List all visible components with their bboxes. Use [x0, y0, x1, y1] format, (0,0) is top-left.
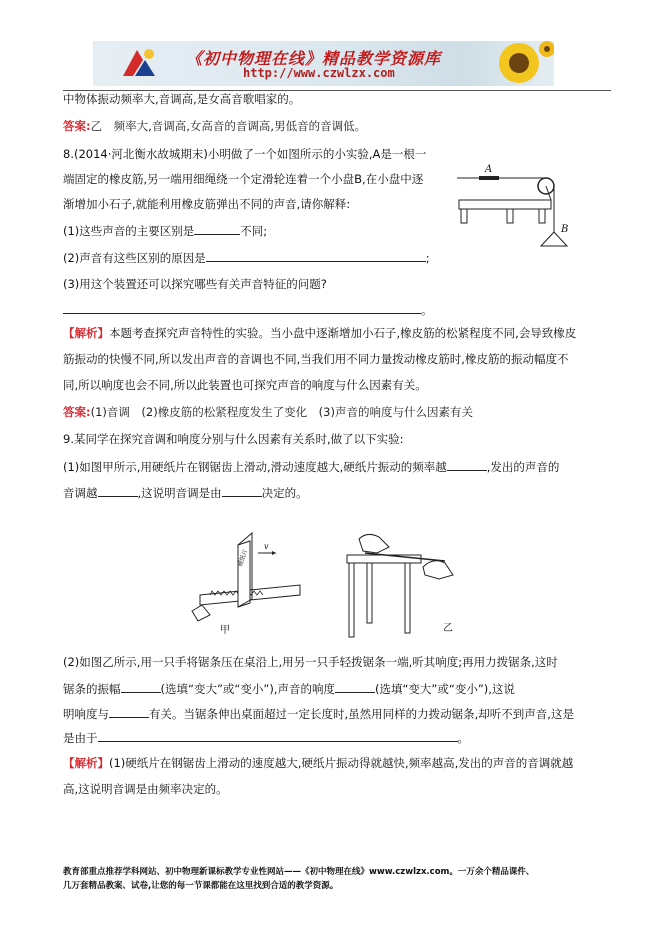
q8-part-3-answer: 。 — [63, 301, 433, 318]
analysis-9-line-1: 【解析】(1)硬纸片在钢锯齿上滑动的速度越大,硬纸片振动得就越快,频率越高,发出的声音的音调就越 — [63, 756, 574, 770]
analysis-8-line-3: 同,所以响度也会不同,所以此装置也可探究声音的响度与什么因素有关。 — [63, 378, 427, 392]
q9-line-6: 明响度与 有关。当锯条伸出桌面超过一定长度时,虽然用同样的力拨动锯条,却听不到声音,这是 — [63, 707, 574, 721]
q9-line-1: 9.某同学在探究音调和响度分别与什么因素有关系时,做了以下实验: — [63, 432, 404, 446]
header-rule — [63, 90, 611, 91]
label-v: v — [264, 542, 269, 551]
answer-label: 答案: — [63, 119, 91, 133]
analysis-9-line-2: 高,这说明音调是由频率决定的。 — [63, 782, 228, 796]
blank — [121, 680, 161, 693]
q8-line-3: 渐增加小石子,就能利用橡皮筋弹出不同的声音,请你解释: — [63, 197, 351, 211]
answer-8 — [63, 405, 473, 420]
analysis-8-line-2: 筋振动的快慢不同,所以发出声音的音调也不同,当我们用不同力量拨动橡皮筋时,橡皮筋的振动幅度不 — [63, 352, 569, 366]
q9-line-2: (1)如图甲所示,用硬纸片在钢锯齿上滑动,滑动速度越大,硬纸片振动的频率越 ,发出的声音的 — [63, 460, 560, 474]
q9-line-3: 音调越 ,这说明音调是由 决定的。 — [63, 486, 308, 500]
hand-icon — [359, 534, 389, 553]
figure-jia-saw-card — [190, 525, 330, 645]
q8-line-2: 端固定的橡皮筋,另一端用细绳绕一个定滑轮连着一个小盘B,在小盘中逐 — [63, 172, 424, 186]
blank — [109, 705, 149, 718]
label-yi: 乙 — [443, 623, 453, 634]
blank — [98, 729, 458, 742]
q8-part-2: (2)声音有这些区别的原因是 ; — [63, 251, 430, 265]
q9-line-5: 锯条的振幅 (选填“变大”或“变小”),声音的响度 (选填“变大”或“变小”),这说 — [63, 682, 515, 696]
q9-line-4: (2)如图乙所示,用一只手将锯条压在桌沿上,用另一只手轻拨锯条一端,听其响度;再用力拨锯条,这时 — [63, 655, 558, 669]
q9-line-7: 是由于 。 — [63, 731, 469, 745]
logo-icon — [119, 44, 163, 82]
label-A: A — [485, 164, 493, 175]
blank — [206, 249, 426, 262]
blank — [335, 680, 375, 693]
label-jia: 甲 — [220, 625, 230, 636]
hand-icon — [423, 561, 453, 579]
q8-part-1: (1)这些声音的主要区别是 不同; — [63, 224, 268, 238]
figure-yi-saw-on-table — [345, 517, 465, 647]
analysis-8-line-1: 【解析】本题考查探究声音特性的实验。当小盘中逐渐增加小石子,橡皮筋的松紧程度不同,会导致橡皮 — [63, 326, 577, 340]
answer-text: (1)音调 (2)橡皮筋的松紧程度发生了变化 (3)声音的响度与什么因素有关 — [90, 405, 473, 419]
q8-line-1: 8.(2014·河北衡水故城期末)小明做了一个如图所示的小实验,A是一根一 — [63, 147, 427, 161]
header-banner — [93, 41, 554, 86]
blank — [447, 458, 487, 471]
label-B: B — [561, 224, 569, 235]
label-card: 硬纸片 — [236, 548, 250, 568]
figure-rubber-band-apparatus — [455, 160, 590, 255]
blank — [63, 301, 421, 314]
answer-7 — [63, 119, 366, 134]
q8-part-3: (3)用这个装置还可以探究哪些有关声音特征的问题? — [63, 277, 327, 291]
blank — [222, 484, 262, 497]
analysis-label: 【解析】 — [63, 326, 109, 340]
sunflower-icon — [485, 41, 554, 86]
footer-line-2: 几万套精品教案、试卷,让您的每一节课都能在这里找到合适的教学资源。 — [63, 881, 339, 891]
answer-label: 答案: — [63, 405, 91, 419]
blank — [98, 484, 138, 497]
footer-line-1: 教育部重点推荐学科网站、初中物理新课标教学专业性网站——《初中物理在线》www.czwlzx.com。一万余个精品课件、 — [63, 867, 535, 877]
rubber-band — [479, 176, 499, 180]
blank — [194, 222, 240, 235]
answer-text: 乙 频率大,音调高,女高音的音调高,男低音的音调低。 — [90, 119, 367, 133]
header-title: 《初中物理在线》精品教学资源库 — [186, 49, 442, 68]
header-url: http://www.czwlzx.com — [243, 66, 395, 80]
analysis-label: 【解析】 — [63, 756, 109, 770]
line-continuation: 中物体振动频率大,音调高,是女高音歌唱家的。 — [63, 92, 301, 106]
